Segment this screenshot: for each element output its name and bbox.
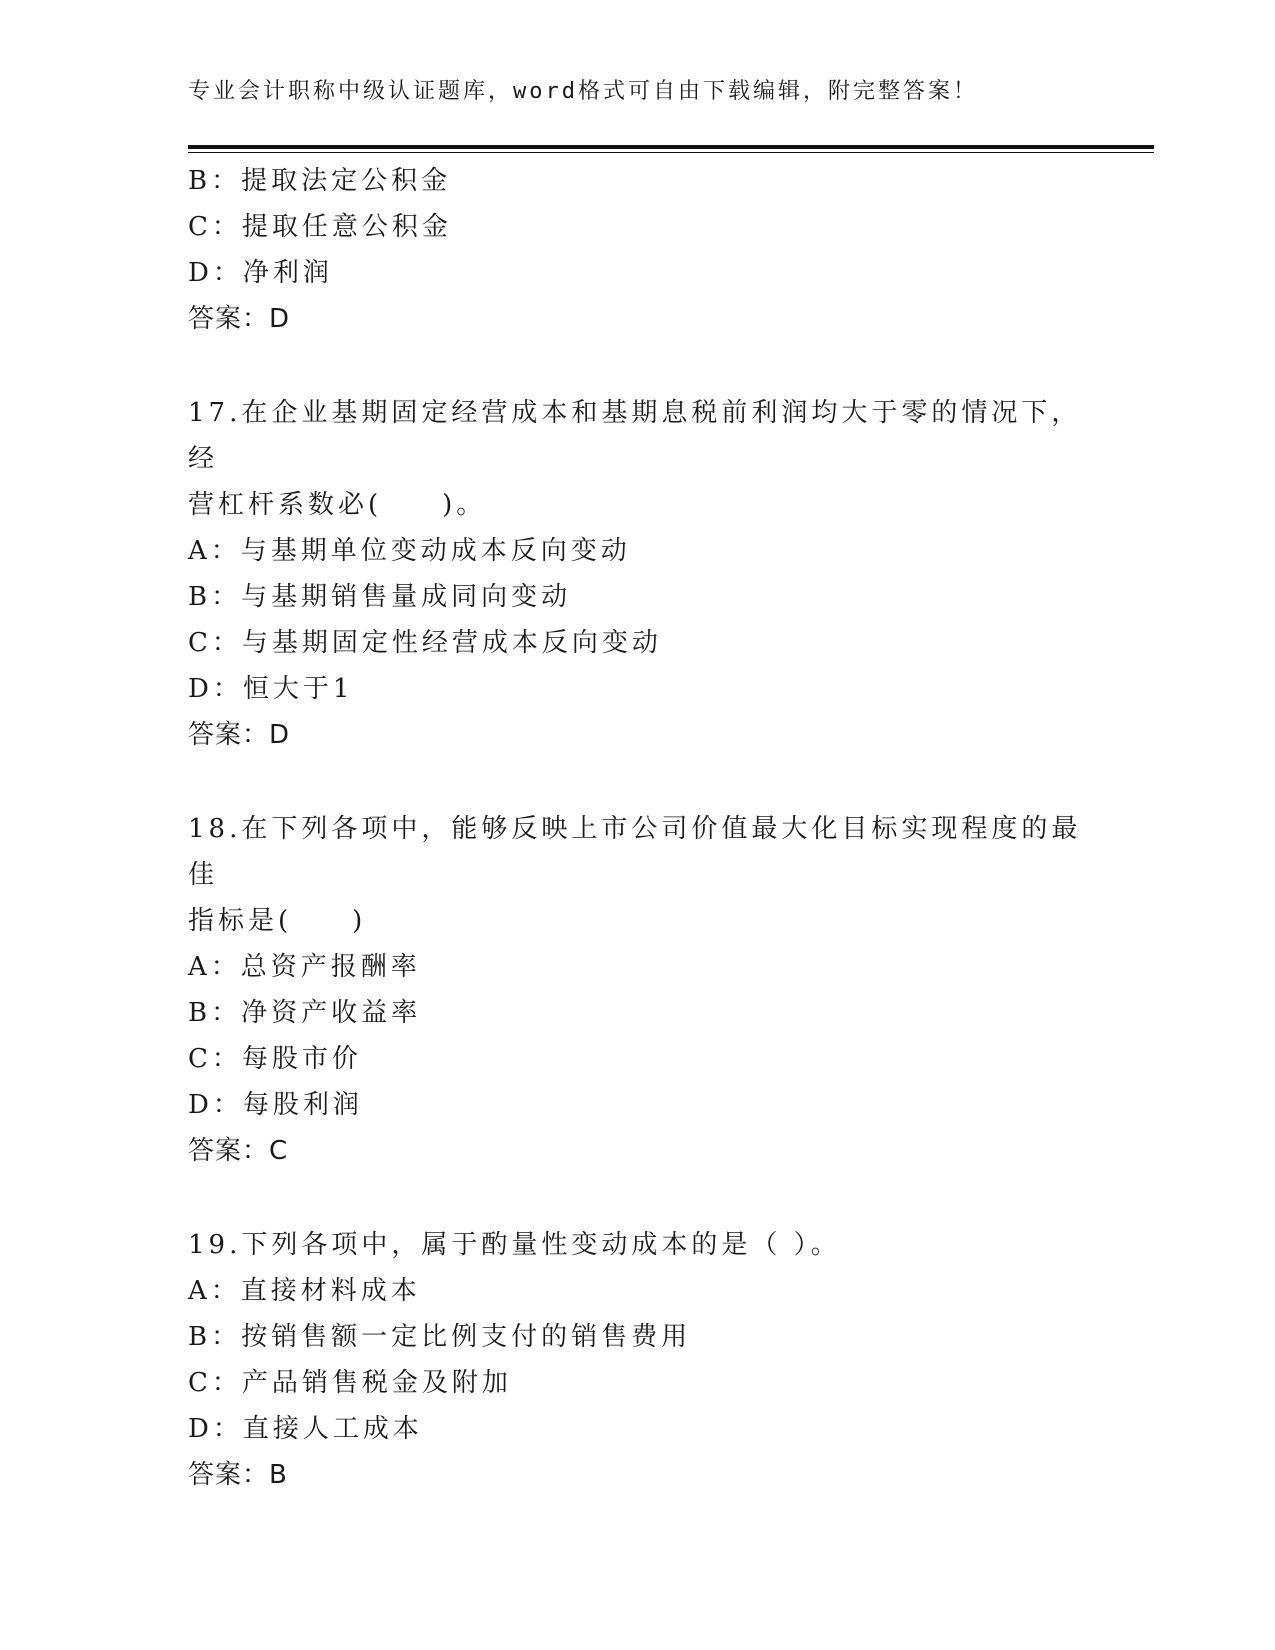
question-stem-line1: 17.在企业基期固定经营成本和基期息税前利润均大于零的情况下，经 — [188, 398, 1082, 474]
option-c: C：与基期固定性经营成本反向变动 — [188, 628, 662, 658]
option-a: A：总资产报酬率 — [188, 952, 421, 982]
option-d: D：每股利润 — [188, 1090, 363, 1120]
option-b: B：与基期销售量成同向变动 — [188, 582, 572, 612]
header-rule-thin — [188, 152, 1154, 153]
question-stem-line2: 营杠杆系数必( )。 — [188, 490, 487, 520]
question-content — [188, 158, 1088, 1498]
option-d: D：直接人工成本 — [188, 1414, 423, 1444]
option-a: A：直接材料成本 — [188, 1276, 421, 1306]
page-header: 专业会计职称中级认证题库，word格式可自由下载编辑，附完整答案！ — [188, 79, 978, 104]
option-d: D：净利润 — [188, 258, 333, 288]
option-d: D：恒大于1 — [188, 674, 354, 704]
partial-question — [188, 158, 1088, 342]
question-stem-line2: 指标是( ) — [188, 906, 367, 936]
option-a: A：与基期单位变动成本反向变动 — [188, 536, 631, 566]
question-stem-line1: 18.在下列各项中，能够反映上市公司价值最大化目标实现程度的最佳 — [188, 814, 1082, 890]
option-b: B：提取法定公积金 — [188, 166, 452, 196]
option-b: B：净资产收益率 — [188, 998, 422, 1028]
answer-line: 答案：C — [188, 1136, 289, 1166]
question-19 — [188, 1222, 1088, 1498]
answer-line: 答案：D — [188, 304, 291, 334]
option-c: C：提取任意公积金 — [188, 212, 452, 242]
option-c: C：产品销售税金及附加 — [188, 1368, 512, 1398]
option-b: B：按销售额一定比例支付的销售费用 — [188, 1322, 692, 1352]
answer-line: 答案：D — [188, 720, 291, 750]
question-18 — [188, 806, 1088, 1174]
option-c: C：每股市价 — [188, 1044, 362, 1074]
answer-line: 答案：B — [188, 1460, 288, 1490]
question-17 — [188, 390, 1088, 758]
question-stem-line1: 19.下列各项中，属于酌量性变动成本的是（ ）。 — [188, 1230, 841, 1260]
header-rule-thick — [188, 145, 1154, 149]
